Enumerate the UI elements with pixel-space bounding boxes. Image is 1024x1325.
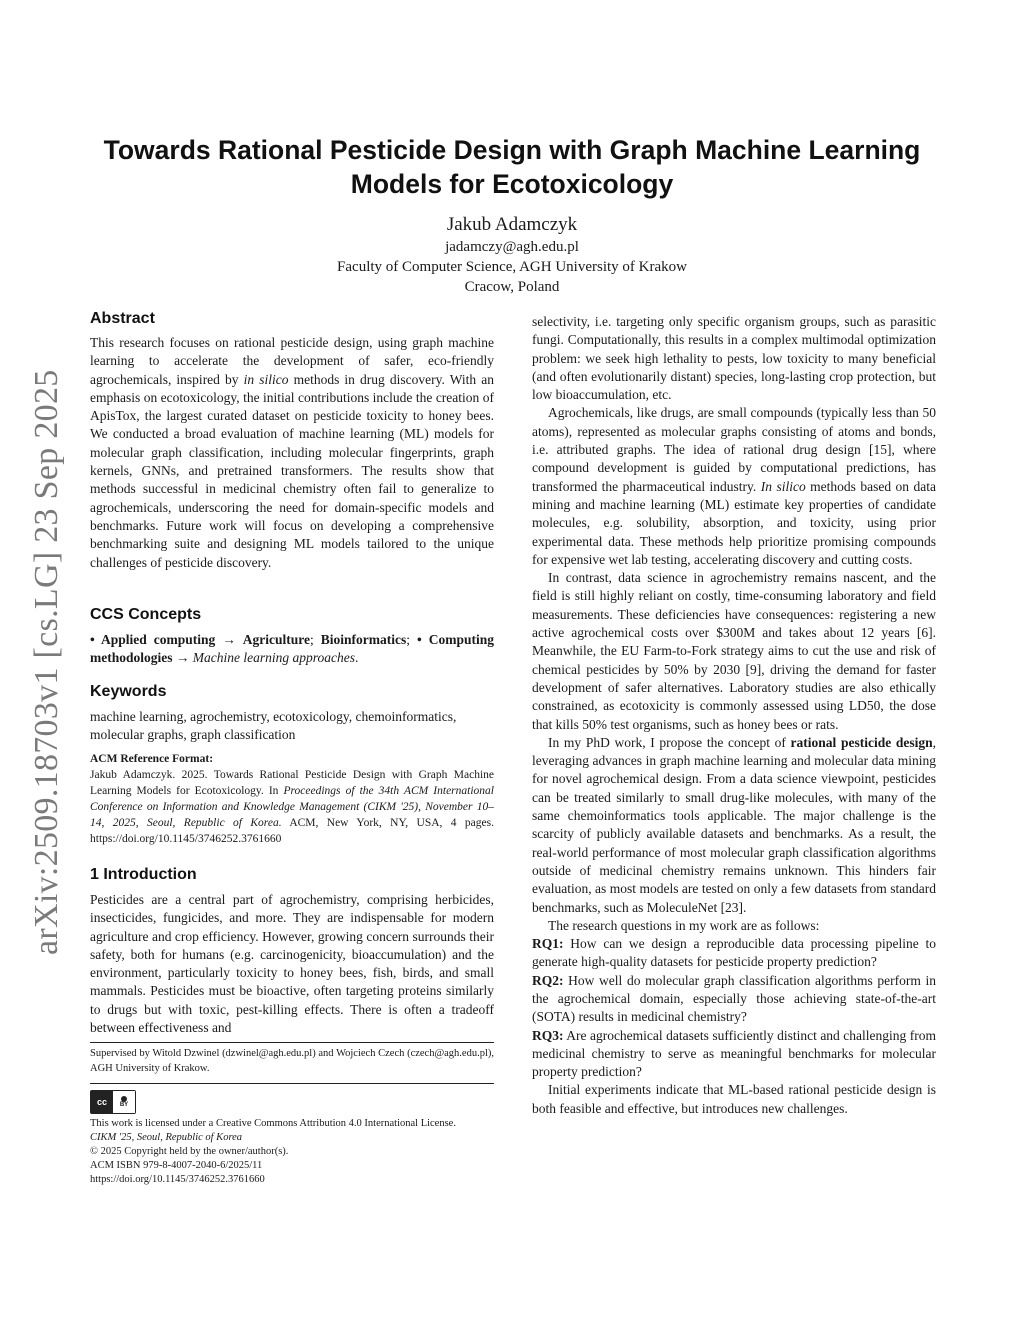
rq-label: RQ3:: [532, 1027, 564, 1043]
footnote-rule: [90, 1042, 494, 1043]
text-span: methods based on data mining and machine learning (ML) estimate key properties of candidate molecules, e.g. solubility, absorption, and toxicity, using prior experimental data. These methods help prioritize promising compounds for expensive wet lab testing, accelerating discovery and cutting costs.: [532, 478, 936, 567]
paragraph: The research questions in my work are as follows:: [548, 917, 820, 933]
text-span: In my PhD work, I propose the concept of: [548, 734, 791, 750]
ccs-heading: CCS Concepts: [90, 606, 202, 623]
arxiv-identifier: arXiv:2509.18703v1 [cs.LG] 23 Sep 2025: [28, 369, 65, 955]
research-question: [532, 1027, 936, 1082]
acm-ref-text-em: Proceedings of the 34th ACM International Conference on Information and Knowledge Management (CIKM '25), November 10–14, 2025, Seoul, Republic of Korea.: [90, 785, 494, 829]
paragraph: selectivity, i.e. targeting only specific organism groups, such as parasitic fungi. Computationally, this results in a complex multimodal optimization problem: we seek high lethality to pests, low toxicity to many beneficial (and often evolutionarily distant) species, long-lasting crop protection, but low bioaccumulation, etc.: [532, 314, 936, 403]
intro-paragraph: Pesticides are a central part of agrochemistry, comprising herbicides, insecticides, fungicides, and more. They are indispensable for modern agriculture and crop efficiency. However, growing concern surrounds their safety, both for humans (e.g. carcinogenicity, bioaccumulation) and the environment, particularly toxicity to honey bees, fish, birds, and small mammals. Pesticides must be bioactive, often targeting proteins similarly to drugs but with toxic, pest-killing effects. There is often a tradeoff between effectiveness and: [90, 892, 494, 1036]
acm-ref-text: [90, 767, 494, 847]
rq-text: Are agrochemical datasets sufficiently distinct and challenging from medicinal chemistry to serve as meaningful benchmarks for molecular property prediction?: [532, 1027, 936, 1080]
ccs-concept: Bioinformatics: [320, 632, 407, 647]
ccs-bullet: •: [417, 632, 429, 647]
ccs-concept: Computing methodologies: [90, 632, 495, 666]
research-question: [532, 935, 936, 972]
paragraph: [532, 734, 936, 917]
author-email: jadamczy@agh.edu.pl: [445, 239, 579, 255]
paragraph: Initial experiments indicate that ML-based rational pesticide design is both feasible and effective, but introduces new challenges.: [532, 1082, 936, 1116]
text-span: Agrochemicals, like drugs, are small compounds (typically less than 50 atoms), represented as molecular graphs consisting of atoms and bonds, i.e. attributed graphs. The idea of rational drug design [15], where compound development is guided by computational predictions, has transformed the pharmaceutical industry.: [532, 405, 936, 494]
author-name: Jakub Adamczyk: [446, 214, 578, 235]
text-em: In silico: [760, 478, 806, 494]
ccs-concept: Applied computing: [100, 632, 216, 647]
rq-text: How can we design a reproducible data processing pipeline to generate high-quality datasets for pesticide property prediction?: [532, 936, 936, 970]
abstract-text-em: in silico: [243, 371, 289, 387]
research-question: [532, 972, 936, 1027]
rq-text: How well do molecular graph classification algorithms perform in the agrochemical domain, especially those achieving state-of-the-art (SOTA) results in medicinal chemistry?: [532, 972, 936, 1025]
right-body: [532, 313, 936, 1118]
abstract-text-b: methods in drug discovery. With an emphasis on ecotoxicology, the initial contributions include the creation of ApisTox, the largest curated dataset on pesticide toxicity to honey bees. We conducted a broad evaluation of machine learning (ML) models for molecular graph classification, including molecular fingerprints, graph kernels, GNNs, and pretrained transformers. The results show that methods successful in medicinal chemistry often fail to generalize to agrochemicals, underscoring the need for domain-specific models and benchmarks. Future work will focus on developing a comprehensive benchmarking suite and designing ML models tailored to the unique challenges of pesticide discovery.: [90, 371, 494, 570]
ccs-concept: Agriculture: [242, 632, 311, 647]
license-copyright: © 2025 Copyright held by the owner/author(s).: [90, 1146, 289, 1157]
keywords-heading: Keywords: [90, 683, 167, 700]
paragraph: In contrast, data science in agrochemistry remains nascent, and the field is still highly reliant on costly, time-consuming laboratory and field measurements. These deficiencies have consequences: registering a new active agrochemical costs over $300M and takes about 12 years [6]. Meanwhile, the EU Farm-to-Fork strategy aims to cut the use and risk of chemical pesticides by 50% by 2030 [9], driving the demand for faster development of safer alternatives. Laboratory studies are also ethically constrained, as ecotoxicity is commonly assessed using LD50, the dose that kills 50% test organisms, such as honey bees or rats.: [532, 570, 936, 732]
acm-ref-heading: ACM Reference Format:: [90, 753, 214, 765]
rq-label: RQ2:: [532, 972, 564, 988]
author-location: Cracow, Poland: [464, 279, 560, 295]
cc-by-badge: [90, 1090, 136, 1114]
abstract-text-a: This research focuses on rational pesticide design, using graph machine learning to accelerate the development of safer, eco-friendly agrochemicals, inspired by: [90, 335, 494, 387]
ccs-concept: Machine learning approaches: [192, 650, 355, 666]
acm-ref-text-b: ACM, New York, NY, USA, 4 pages. https://doi.org/10.1145/3746252.3761660: [90, 817, 494, 845]
ccs-separator: ;: [406, 632, 418, 647]
paper-title: Towards Rational Pesticide Design with Graph Machine Learning Models for Ecotoxicology: [103, 135, 921, 199]
license-rule: [90, 1083, 494, 1084]
license-text: This work is licensed under a Creative Commons Attribution 4.0 International License.: [90, 1118, 456, 1129]
ccs-separator: ;: [310, 632, 321, 647]
author-affiliation: Faculty of Computer Science, AGH University of Krakow: [337, 259, 687, 275]
abstract-heading: Abstract: [90, 310, 155, 327]
license-isbn: ACM ISBN 979-8-4007-2040-6/2025/11: [90, 1160, 263, 1171]
acm-ref-text-a: Jakub Adamczyk. 2025. Towards Rational Pesticide Design with Graph Machine Learning Models for Ecotoxicology. In: [90, 769, 494, 797]
ccs-arrow: →: [172, 650, 193, 666]
ccs-arrow: →: [215, 632, 243, 647]
by-icon: [113, 1091, 135, 1113]
paragraph: [532, 404, 936, 569]
ccs-end: .: [354, 650, 359, 666]
supervisor-footnote: Supervised by Witold Dzwinel (dzwinel@agh.edu.pl) and Wojciech Czech (czech@agh.edu.pl), AGH University of Krakow.: [90, 1048, 494, 1074]
text-span: , leveraging advances in graph machine learning and molecular data mining for novel agrochemical design. From a data science viewpoint, pesticides can be treated similarly to small drug-like molecules, with many of the same chemoinformatics tools applicable. The major challenge is the scarcity of publicly available datasets and benchmarks. As a result, the real-world performance of most molecular graph classification algorithms outside of medicinal chemistry remains unknown. This hinders fair evaluation, as most models are tested on only a few datasets from standard benchmarks, such as MoleculeNet [23].: [532, 734, 936, 915]
ccs-bullet: •: [90, 632, 101, 647]
license-venue: CIKM '25, Seoul, Republic of Korea: [90, 1132, 243, 1143]
by-label: BY: [119, 1101, 129, 1108]
text-strong: rational pesticide design: [790, 734, 933, 750]
cc-icon: cc: [91, 1091, 113, 1113]
license-doi: https://doi.org/10.1145/3746252.3761660: [90, 1174, 265, 1185]
abstract-text: [90, 334, 494, 572]
rq-label: RQ1:: [532, 936, 564, 952]
intro-heading: 1 Introduction: [90, 866, 197, 883]
keywords-text: machine learning, agrochemistry, ecotoxicology, chemoinformatics, molecular graphs, graph classification: [90, 709, 457, 743]
ccs-concepts: [90, 631, 494, 668]
